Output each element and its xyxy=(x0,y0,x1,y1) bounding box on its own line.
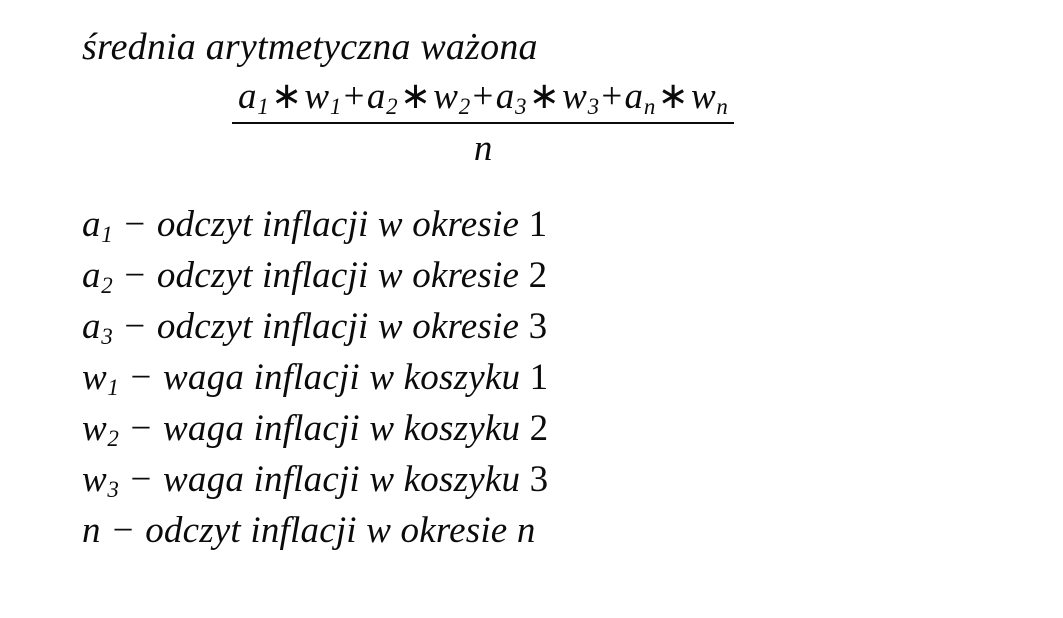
weighted-average-equation xyxy=(222,74,1042,170)
definition-w3-index: 3 xyxy=(529,458,549,500)
definition-a1-subscript: 1 xyxy=(101,222,113,248)
plus-sign-1: + xyxy=(343,75,365,117)
fraction-denominator: n xyxy=(473,128,493,170)
term-2-w-subscript: 2 xyxy=(458,94,471,120)
definition-a3-index: 3 xyxy=(528,305,548,347)
term-1-operator: ∗ xyxy=(271,75,303,117)
definition-w2-dash: − xyxy=(130,407,152,449)
term-1-w: w xyxy=(304,75,330,117)
definition-w3-subscript: 3 xyxy=(107,477,120,503)
definition-w2-text: waga inflacji w koszyku xyxy=(163,407,521,449)
formula-block xyxy=(82,26,1042,170)
term-3-a: a xyxy=(495,75,515,117)
plus-sign-2: + xyxy=(472,75,494,117)
formula-title: średnia arytmetyczna ważona xyxy=(82,26,538,68)
definition-a1 xyxy=(82,200,982,251)
term-1-a: a xyxy=(238,75,257,117)
term-n-operator: ∗ xyxy=(657,75,689,117)
definition-a3-text: odczyt inflacji w okresie xyxy=(156,305,520,347)
definition-n-index: n xyxy=(516,509,536,551)
term-3-operator: ∗ xyxy=(528,75,561,117)
definition-w3-symbol: w xyxy=(82,458,107,500)
definition-w1-text: waga inflacji w koszyku xyxy=(163,356,521,398)
term-3-a-subscript: 3 xyxy=(515,94,527,120)
term-n-a-subscript: n xyxy=(643,94,656,120)
definition-w2-symbol: w xyxy=(82,407,107,449)
definition-w2-index: 2 xyxy=(529,407,549,449)
definition-n-text: odczyt inflacji w okresie xyxy=(145,509,508,551)
plus-sign-3: + xyxy=(601,75,623,117)
definition-w1-subscript: 1 xyxy=(107,375,120,401)
term-n-a: a xyxy=(624,75,644,117)
definition-w3-dash: − xyxy=(130,458,152,500)
definition-a1-index: 1 xyxy=(528,204,548,245)
definition-a3-symbol: a xyxy=(82,305,101,347)
definition-n-dash: − xyxy=(112,509,134,551)
term-2-w: w xyxy=(433,75,459,117)
definition-a3 xyxy=(82,302,982,353)
definition-w1-dash: − xyxy=(130,356,152,398)
definition-w3-text: waga inflacji w koszyku xyxy=(163,458,521,500)
term-1-a-subscript: 1 xyxy=(257,94,270,120)
definition-w1 xyxy=(82,353,982,404)
definition-w1-index: 1 xyxy=(529,356,549,398)
definition-w2-subscript: 2 xyxy=(107,426,120,452)
definition-n xyxy=(82,506,982,557)
term-n-w: w xyxy=(690,75,716,117)
definition-w1-symbol: w xyxy=(82,356,107,398)
definition-a2 xyxy=(82,251,982,302)
definition-a1-text: odczyt inflacji w okresie xyxy=(156,204,520,245)
term-2-operator: ∗ xyxy=(399,75,432,117)
definition-w3 xyxy=(82,455,982,506)
term-3-w-subscript: 3 xyxy=(587,94,600,120)
definition-a1-dash: − xyxy=(124,204,146,245)
fraction xyxy=(232,74,734,170)
definition-a1-symbol: a xyxy=(82,204,101,245)
definition-a2-index: 2 xyxy=(528,254,548,296)
definition-n-symbol: n xyxy=(82,509,101,551)
term-n-w-subscript: n xyxy=(716,94,729,120)
definition-w2 xyxy=(82,404,982,455)
term-2-a-subscript: 2 xyxy=(386,94,398,120)
definition-a3-subscript: 3 xyxy=(101,324,113,350)
definition-a2-symbol: a xyxy=(82,254,101,296)
definition-a3-dash: − xyxy=(124,305,146,347)
term-3-w: w xyxy=(562,75,588,117)
definition-a2-text: odczyt inflacji w okresie xyxy=(156,254,520,296)
definition-a2-subscript: 2 xyxy=(101,273,113,299)
fraction-numerator xyxy=(232,74,734,122)
definition-a2-dash: − xyxy=(124,254,146,296)
term-1-w-subscript: 1 xyxy=(329,94,342,120)
term-2-a: a xyxy=(366,75,386,117)
definitions-list xyxy=(82,200,982,556)
